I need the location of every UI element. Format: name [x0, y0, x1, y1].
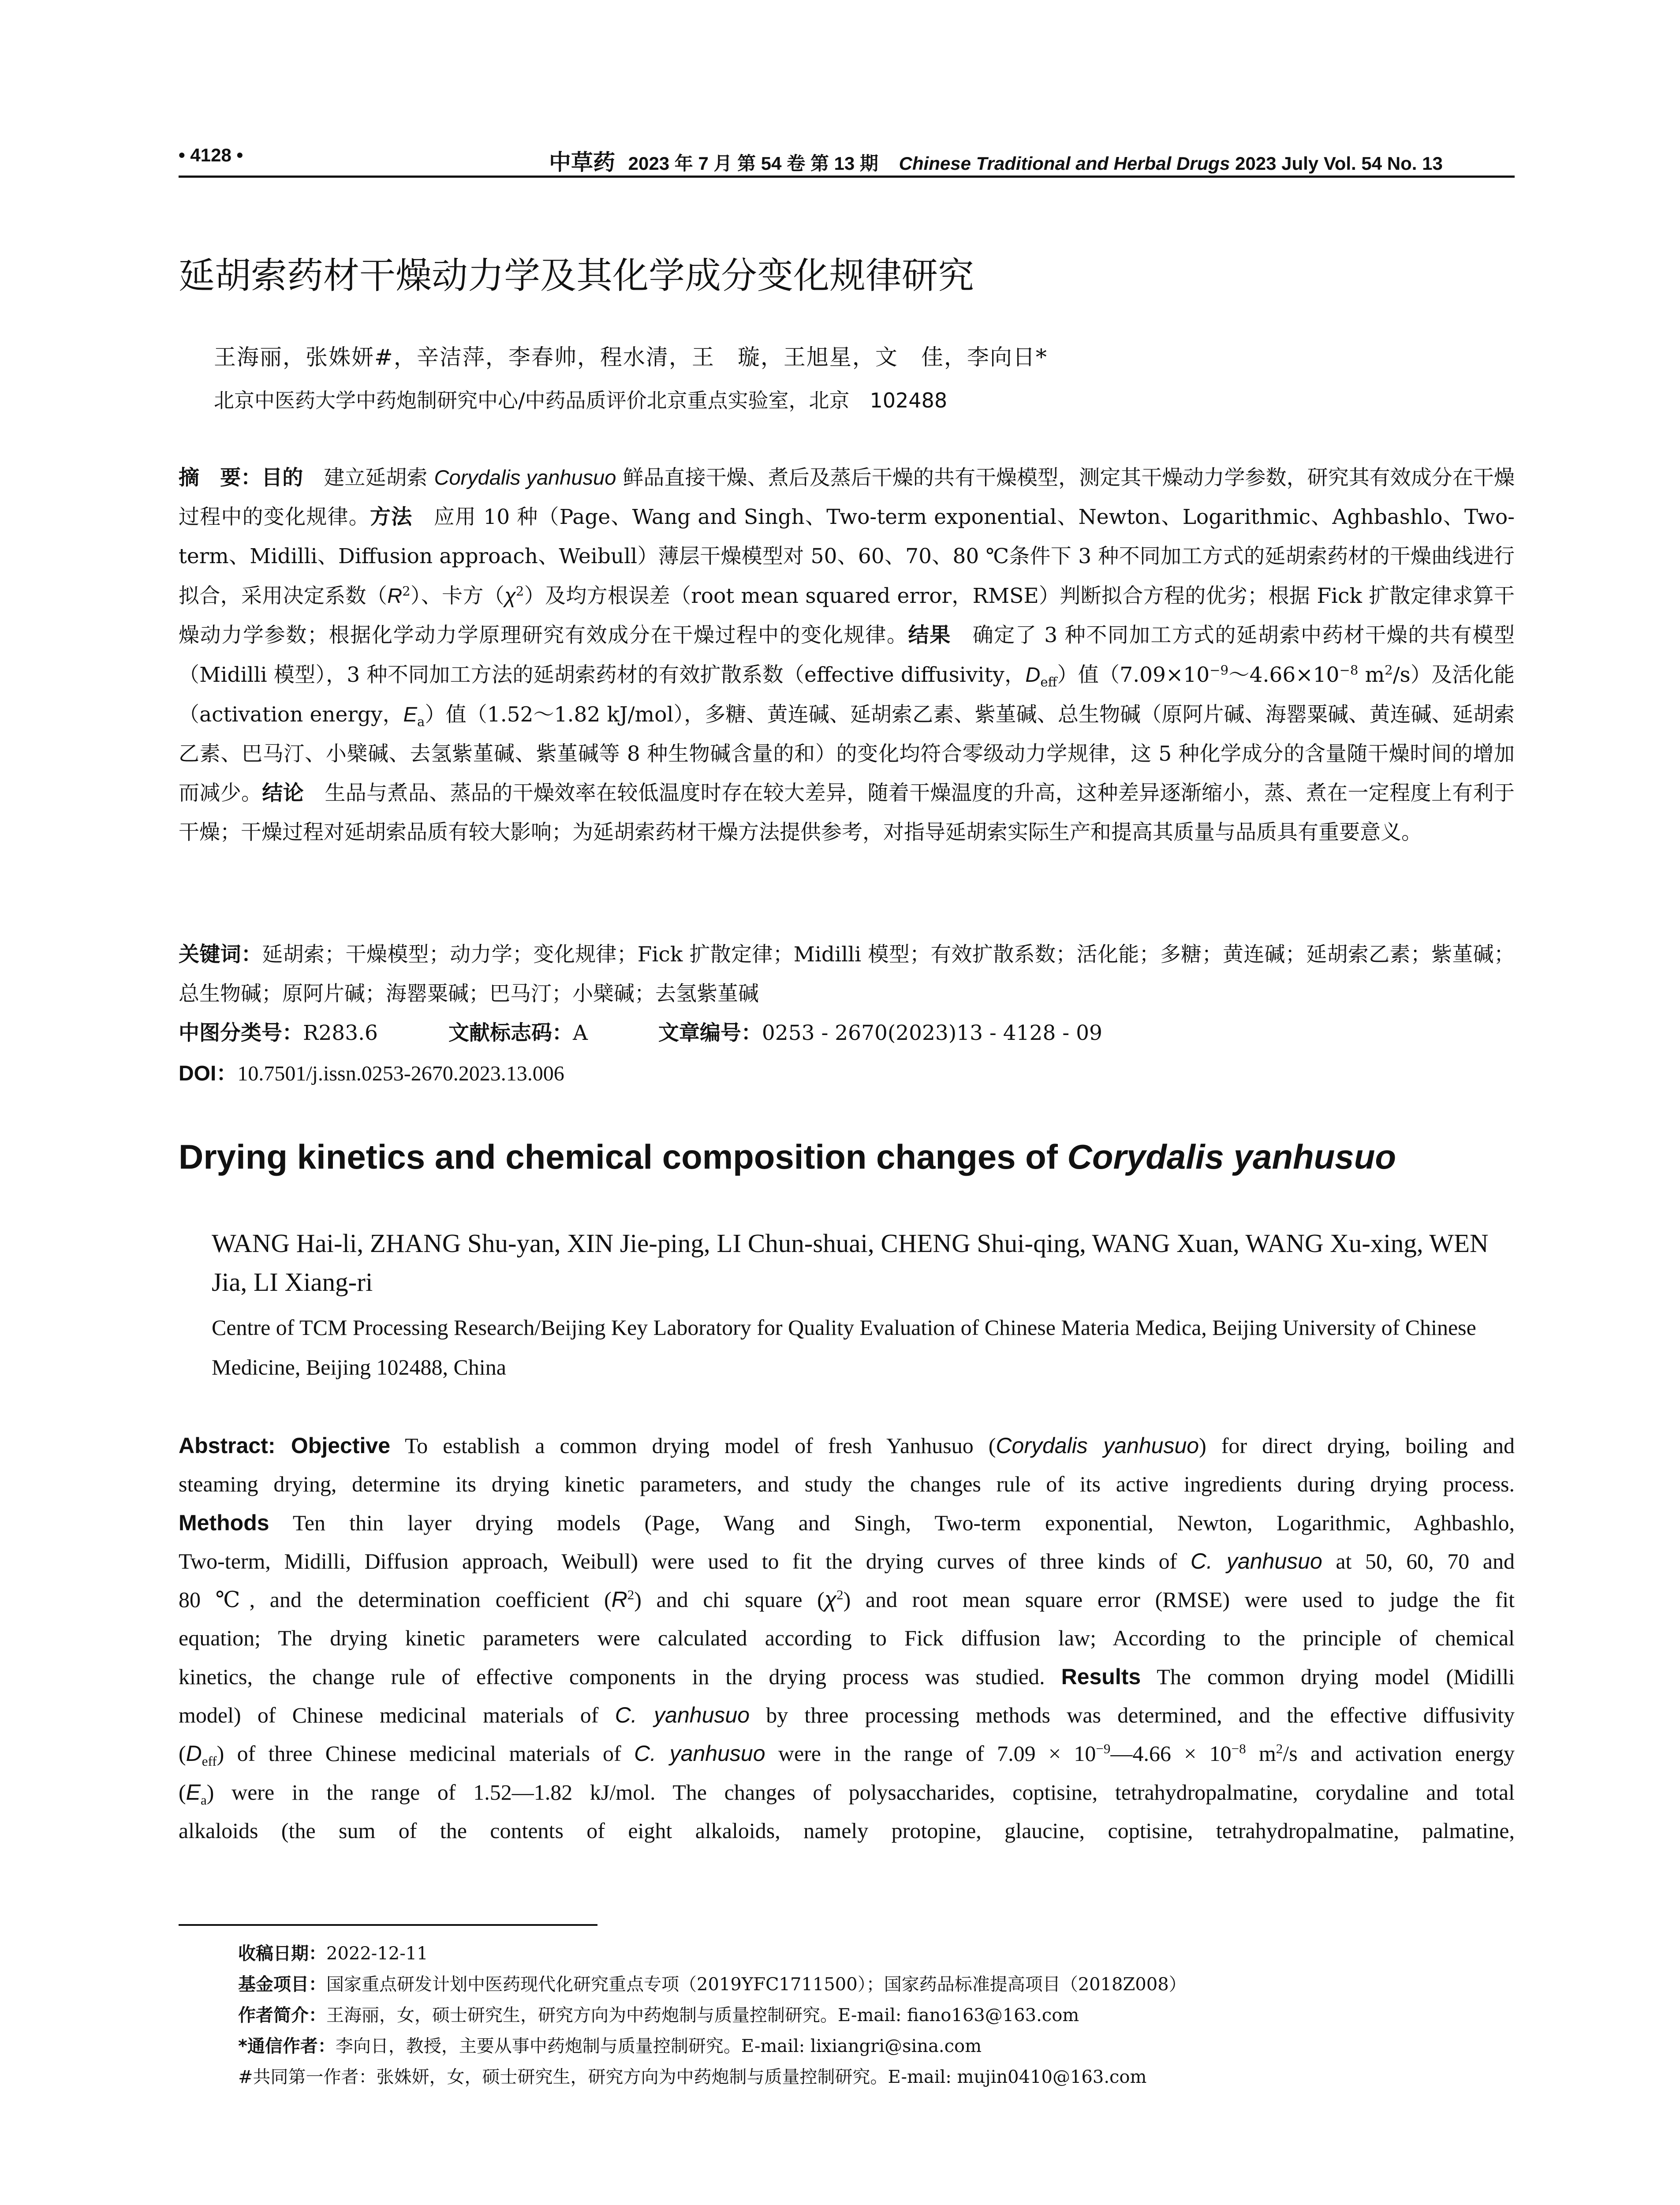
- en-abstract-line: [179, 1696, 1515, 1734]
- author-label: 作者简介：: [238, 2005, 326, 2026]
- objective-label: 目的: [261, 466, 303, 490]
- methods-label: 方法: [370, 505, 413, 529]
- doc-code-label: 文献标志码：: [448, 1021, 573, 1045]
- en-text: Ten thin layer drying models (Page, Wang and Singh, Two-term exponential, Newton, Logarithmic, Aghbashlo,: [269, 1510, 1515, 1535]
- results-text-e: /s）及活化能（activation energy，: [179, 663, 1515, 727]
- en-text: Two-term, Midilli, Diffusion approach, Weibull) were used to fit the drying curves of three kinds of: [179, 1548, 1191, 1573]
- journal-name-en: Chinese Traditional and Herbal Drugs: [899, 153, 1230, 174]
- conclusion-text: 生品与煮品、蒸品的干燥效率在较低温度时存在较大差异，随着干燥温度的升高，这种差异逐渐缩小，蒸、煮在一定程度上有利于干燥；干燥过程对延胡索品质有较大影响；为延胡索药材干燥方法提供参考，对指导延胡索实际生产和提高其质量与品质具有重要意义。: [179, 781, 1515, 845]
- en-text: (: [179, 1741, 186, 1766]
- footnote-fund: [238, 1969, 1517, 2000]
- corr-label: *通信作者：: [238, 2036, 336, 2056]
- doc-code-value: A: [572, 1021, 588, 1045]
- classification-line: [179, 1017, 1102, 1046]
- issue-cn: 2023 年 7 月 第 54 卷 第 13 期: [628, 153, 878, 174]
- methods-text-b: ）、卡方（: [410, 584, 505, 608]
- methods-text-c: ）及均方根误差（root mean squared error，RMSE）判断拟合方程的优劣；根据 Fick 扩散定律求算干燥动力学参数；根据化学动力学原理研究有效成分在干燥过程中的变化规律。: [179, 584, 1515, 647]
- footnote-corresponding: [238, 2031, 1517, 2062]
- en-abstract: [179, 1427, 1515, 1850]
- received-label: 收稿日期：: [238, 1943, 326, 1964]
- journal-info: [549, 145, 1443, 176]
- journal-logo-cn: 中草药: [549, 149, 615, 175]
- cn-affiliation: 北京中医药大学中药炮制研究中心/中药品质评价北京重点实验室，北京 102488: [214, 389, 948, 412]
- results-text-d: m: [1358, 663, 1385, 687]
- corr-value: 李向日，教授，主要从事中药炮制与质量控制研究。E-mail: lixiangri@sina.com: [335, 2036, 982, 2056]
- en-title: [179, 1137, 1396, 1177]
- en-abstract-line: [179, 1427, 1515, 1465]
- en-abstract-line: [179, 1658, 1515, 1696]
- en-text: /s and activation energy: [1283, 1741, 1515, 1766]
- en-text: ) were in the range of 1.52—1.82 kJ/mol. The changes of polysaccharides, coptisine, tetrahydropalmatine, corydaline and total: [206, 1779, 1515, 1805]
- header-rule: [179, 176, 1515, 178]
- cn-authors: 王海丽，张姝妍#，辛洁萍，李春帅，程水清，王 璇，王旭星，文 佳，李向日*: [214, 344, 1048, 370]
- en-results-label: Results: [1061, 1664, 1141, 1689]
- en-abstract-line: equation; The drying kinetic parameters were calculated according to Fick diffusion law; According to the principle of chemical: [179, 1626, 1515, 1651]
- en-abstract-line: 80 ℃, and the determination coefficient $(R^2)$ and chi square $(\chi^2)$ and root mean square error (RMSE) were used to judge the fit: [179, 1587, 1515, 1612]
- en-title-text: Drying kinetics and chemical composition changes of: [179, 1137, 1068, 1176]
- en-text: kinetics, the change rule of effective components in the drying process was studied.: [179, 1664, 1061, 1689]
- en-text: —4.66 × 10: [1110, 1741, 1232, 1766]
- doi-line: [179, 1056, 564, 1087]
- ea-symbol: E: [403, 703, 418, 726]
- en-abstract-line: $(E_a)$ were in the range of 1.52—1.82 kJ/mol. The changes of polysaccharides, coptisine, tetrahydropalmatine, corydaline and total: [179, 1779, 1515, 1808]
- en-title-species: Corydalis yanhusuo: [1067, 1137, 1396, 1176]
- results-text-b: ）值（7.09×10: [1057, 663, 1210, 687]
- en-affiliation: Centre of TCM Processing Research/Beijing Key Laboratory for Quality Evaluation of Chinese Materia Medica, Beijing University of Chinese Medicine, Beijing 102488, China: [212, 1315, 1476, 1379]
- en-abstract-line: [179, 1504, 1515, 1542]
- en-d-symbol: D: [186, 1741, 202, 1766]
- abstract-label: 摘 要：: [179, 466, 262, 490]
- en-text: ) of three Chinese medicinal materials of: [217, 1741, 635, 1766]
- en-exp: −9: [1096, 1741, 1111, 1757]
- en-abstract-line: $(D_{eff})$ of three Chinese medicinal materials of C. yanhusuo were in the range of $7.09 \times 10^{-9}—4.66 \times 10^{-8}$ $m^2/s$ and activation energy: [179, 1741, 1515, 1769]
- footnotes: [238, 1938, 1517, 2093]
- en-r-symbol: R: [611, 1587, 627, 1612]
- en-text: model) of Chinese medicinal materials of: [179, 1703, 615, 1728]
- en-text: were in the range of 7.09 × 10: [765, 1741, 1096, 1766]
- issue-en: 2023 July Vol. 54 No. 13: [1235, 153, 1443, 174]
- keywords-text: 延胡索；干燥模型；动力学；变化规律；Fick 扩散定律；Midilli 模型；有效扩散系数；活化能；多糖；黄连碱；延胡索乙素；紫堇碱；总生物碱；原阿片碱；海罂粟碱；巴马汀；小檗碱；去氢紫堇碱: [179, 942, 1515, 1006]
- en-abstract-line: steaming drying, determine its drying kinetic parameters, and study the changes rule of its active ingredients during drying process.: [179, 1472, 1515, 1497]
- doi-value[interactable]: 10.7501/j.issn.0253-2670.2023.13.006: [237, 1062, 564, 1085]
- en-abstract-line: alkaloids (the sum of the contents of eight alkaloids, namely protopine, glaucine, coptisine, tetrahydropalmatine, palmatine,: [179, 1818, 1515, 1843]
- en-text: The common drying model (Midilli: [1141, 1664, 1515, 1689]
- en-species: Corydalis yanhusuo: [996, 1433, 1199, 1458]
- doi-label: DOI：: [179, 1062, 238, 1085]
- results-text-a: 确定了 3 种不同加工方式的延胡索中药材干燥的共有模型（Midilli 模型），3 种不同加工方法的延胡索药材的有效扩散系数（effective diffusivity，: [179, 623, 1515, 687]
- author-value: 王海丽，女，硕士研究生，研究方向为中药炮制与质量控制研究。E-mail: fiano163@163.com: [326, 2005, 1079, 2026]
- cn-title: 延胡索药材干燥动力学及其化学成分变化规律研究: [179, 255, 974, 297]
- en-abstract-line: [179, 1542, 1515, 1581]
- article-no-label: 文章编号：: [658, 1021, 762, 1045]
- objective-text-b: 鲜品直接干燥、煮后及蒸后干燥的共有干燥模型，测定其干燥动力学参数，研究其有效成分在干燥过程中的变化规律。: [179, 466, 1515, 529]
- footnote-author: [238, 2000, 1517, 2031]
- en-text: ) and root mean square error (RMSE) were used to judge the fit: [843, 1587, 1515, 1612]
- page-number: • 4128 •: [179, 145, 243, 165]
- en-text: ) and chi square (: [634, 1587, 825, 1612]
- en-species: C. yanhusuo: [634, 1741, 765, 1766]
- en-exp: −8: [1231, 1741, 1246, 1757]
- en-species: C. yanhusuo: [1190, 1548, 1322, 1573]
- en-text: ) for direct drying, boiling and: [1199, 1433, 1515, 1458]
- en-methods-label: Methods: [179, 1510, 269, 1535]
- results-text-f: ）值（1.52～1.82 kJ/mol），多糖、黄连碱、延胡索乙素、紫堇碱、总生物碱（原阿片碱、海罂粟碱、黄连碱、延胡索乙素、巴马汀、小檗碱、去氢紫堇碱、紫堇碱等 8 种生物碱含量的和）的变化均符合零级动力学规律，这 5 种化学成分的含量随干燥时间的增加而减少。: [179, 703, 1515, 805]
- running-header: [179, 145, 1515, 175]
- objective-text-a: 建立延胡索: [303, 466, 434, 490]
- footnote-received: [238, 1938, 1517, 1969]
- methods-text-a: 应用 10 种（Page、Wang and Singh、Two-term exponential、Newton、Logarithmic、Aghbashlo、Two-term、Midilli、Diffusion approach、Weibull）薄层干燥模型对 50、60、70、80 ℃条件下 3 种不同加工方式的延胡索药材的干燥曲线进行拟合，采用决定系数（: [179, 505, 1515, 608]
- en-text: at 50, 60, 70 and: [1322, 1548, 1515, 1573]
- en-objective-label: Abstract: Objective: [179, 1433, 391, 1458]
- species-name: Corydalis yanhusuo: [434, 466, 616, 489]
- clc-value: R283.6: [303, 1021, 378, 1045]
- en-text: by three processing methods was determined, and the effective diffusivity: [750, 1703, 1515, 1728]
- cn-abstract: 摘 要：目的 建立延胡索 Corydalis yanhusuo 鲜品直接干燥、煮后及蒸后干燥的共有干燥模型，测定其干燥动力学参数，研究其有效成分在干燥过程中的变化规律。方法 应用 10 种（Page、Wang and Singh、Two-term exponential、Newton、Logarithmic、Aghbashlo、Two-term、Midilli、Diffusion approach、Weibull）薄层干燥模型对 50、60、70、80 ℃条件下 3 种不同加工方式的延胡索药材的干燥曲线进行拟合，采用决定系数$(R^2)$、卡方$(\chi^2)$及均方根误差（root mean squared error，RMSE）判断拟合方程的优劣；根据 Fick 扩散定律求算干燥动力学参数；根据化学动力学原理研究有效成分在干燥过程中的变化规律。结果 确定了 3 种不同加工方式的延胡索中药材干燥的共有模型（Midilli 模型），3 种不同加工方法的延胡索药材的有效扩散系数（effective diffusivity，$D_{eff}$）值（$7.09\times 10^{-9}\sim 4.66\times 10^{-8}$ $m^2/s$）及活化能（activation energy，$E_a$）值（1.52～1.82 kJ/mol），多糖、黄连碱、延胡索乙素、紫堇碱、总生物碱（原阿片碱、海罂粟碱、黄连碱、延胡索乙素、巴马汀、小檗碱、去氢紫堇碱、紫堇碱等 8 种生物碱含量的和）的变化均符合零级动力学规律，这 5 种化学成分的含量随干燥时间的增加而减少。结论 生品与煮品、蒸品的干燥效率在较低温度时存在较大差异，随着干燥温度的升高，这种差异逐渐缩小，蒸、煮在一定程度上有利于干燥；干燥过程对延胡索品质有较大影响；为延胡索药材干燥方法提供参考，对指导延胡索实际生产和提高其质量与品质具有重要意义。: [179, 466, 1515, 845]
- en-text: (: [179, 1779, 186, 1805]
- footnote-cofirst: #共同第一作者：张姝妍，女，硕士研究生，研究方向为中药炮制与质量控制研究。E-mail: mujin0410@163.com: [238, 2067, 1147, 2087]
- en-e-symbol: E: [186, 1779, 201, 1805]
- results-label: 结果: [908, 623, 951, 647]
- en-text: To establish a common drying model of fresh Yanhusuo (: [390, 1433, 996, 1458]
- en-text: 80 ℃, and the determination coefficient (: [179, 1587, 612, 1612]
- en-text: m: [1246, 1741, 1276, 1766]
- fund-value: 国家重点研发计划中医药现代化研究重点专项（2019YFC1711500）；国家药品标准提高项目（2018Z008）: [326, 1974, 1187, 1995]
- received-value: 2022-12-11: [326, 1943, 428, 1964]
- results-text-c: ～4.66×10: [1228, 663, 1340, 687]
- en-species: C. yanhusuo: [615, 1703, 750, 1728]
- en-chi-symbol: χ: [824, 1587, 837, 1612]
- exp-2: −8: [1339, 662, 1359, 678]
- article-no-value: 0253 - 2670(2023)13 - 4128 - 09: [762, 1021, 1102, 1045]
- cn-keywords: [179, 935, 1515, 1014]
- r2-symbol: R: [387, 584, 403, 607]
- en-authors: WANG Hai-li, ZHANG Shu-yan, XIN Jie-ping, LI Chun-shuai, CHENG Shui-qing, WANG Xuan, WANG Xu-xing, WEN Jia, LI Xiang-ri: [212, 1229, 1489, 1297]
- deff-symbol: D: [1025, 663, 1041, 686]
- fund-label: 基金项目：: [238, 1974, 326, 1995]
- keywords-label: 关键词：: [179, 942, 262, 967]
- footnote-rule: [179, 1924, 597, 1926]
- chi-symbol: χ: [504, 584, 516, 607]
- conclusion-label: 结论: [262, 781, 304, 805]
- clc-label: 中图分类号：: [179, 1021, 303, 1045]
- exp-1: −9: [1210, 662, 1229, 678]
